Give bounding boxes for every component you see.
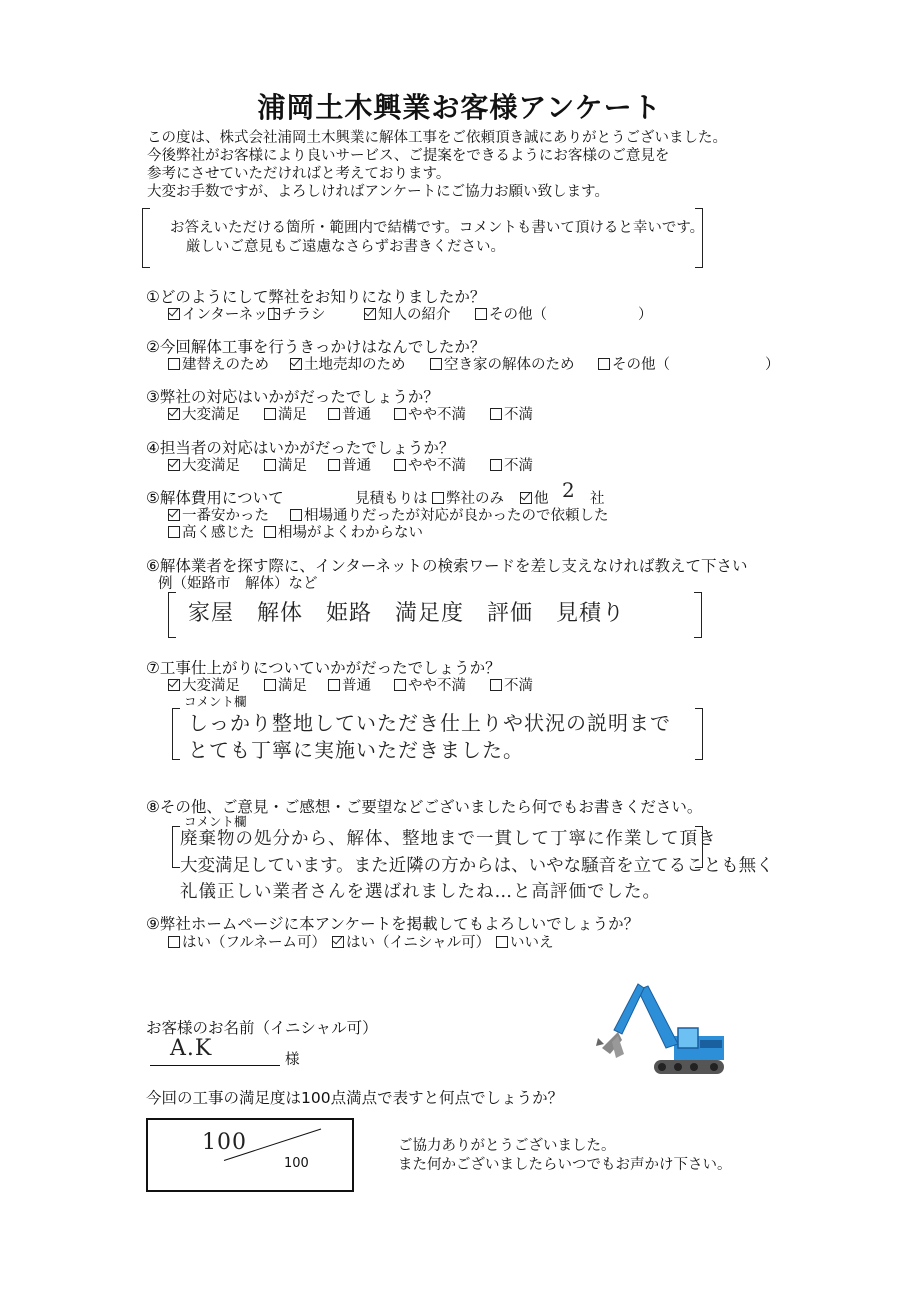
- checkbox[interactable]: [394, 679, 406, 691]
- q5-estimate-self[interactable]: 弊社のみ: [432, 487, 504, 508]
- note-line-2: 厳しいご意見もご遠慮なさらずお書きください。: [186, 239, 505, 255]
- q3-option-average[interactable]: 普通: [328, 403, 371, 424]
- q5-label: ⑤解体費用について: [146, 489, 284, 507]
- checkbox[interactable]: [496, 936, 508, 948]
- q2-option-other[interactable]: その他（: [598, 353, 670, 374]
- excavator-illustration: [596, 984, 724, 1074]
- checkbox[interactable]: [490, 408, 502, 420]
- q5-option-cheapest[interactable]: 一番安かった: [168, 504, 269, 525]
- checkbox[interactable]: [264, 408, 276, 420]
- q4-option-slightly-dissatisfied[interactable]: やや不満: [394, 454, 466, 475]
- checkbox[interactable]: [264, 459, 276, 471]
- score-value: 100: [202, 1130, 247, 1155]
- q3-option-satisfied[interactable]: 満足: [264, 403, 307, 424]
- name-value: A.K: [170, 1036, 213, 1061]
- checkbox[interactable]: [430, 358, 442, 370]
- excavator-icon: [594, 978, 730, 1082]
- q5-estimate-unit: 社: [590, 491, 605, 507]
- score-max: 100: [284, 1156, 309, 1171]
- q9-option-no[interactable]: いいえ: [496, 931, 554, 952]
- checkbox-checked[interactable]: [332, 936, 344, 948]
- q8-label: ⑧その他、ご意見・ご感想・ご要望などございましたら何でもお書きください。: [146, 798, 703, 816]
- checkbox[interactable]: [264, 679, 276, 691]
- q8-comment-line-2: 大変満足しています。また近隣の方からは、いやな騒音を立てることも無く: [180, 856, 774, 876]
- q8-comment-label: コメント欄: [184, 814, 247, 829]
- checkbox[interactable]: [490, 679, 502, 691]
- q9-label: ⑨弊社ホームページに本アンケートを掲載してもよろしいでしょうか？: [146, 915, 640, 933]
- checkbox-checked[interactable]: [168, 459, 180, 471]
- q4-option-dissatisfied[interactable]: 不満: [490, 454, 533, 475]
- q6-answer: 家屋 解体 姫路 満足度 評価 見積り: [188, 601, 626, 626]
- q9-option-full-name[interactable]: はい（フルネーム可）: [168, 931, 326, 952]
- q7-option-very-satisfied[interactable]: 大変満足: [168, 674, 240, 695]
- checkbox-checked[interactable]: [168, 408, 180, 420]
- q4-label: ④担当者の対応はいかがだったでしょうか？: [146, 439, 455, 457]
- checkbox[interactable]: [394, 459, 406, 471]
- q5-option-unknown[interactable]: 相場がよくわからない: [264, 521, 423, 542]
- checkbox-checked[interactable]: [520, 492, 532, 504]
- checkbox-checked[interactable]: [168, 509, 180, 521]
- q9-option-initials[interactable]: はい（イニシャル可）: [332, 931, 490, 952]
- q5-option-expensive[interactable]: 高く感じた: [168, 521, 255, 542]
- checkbox[interactable]: [264, 526, 276, 538]
- page-title: 浦岡土木興業お客様アンケート: [257, 91, 662, 124]
- checkbox[interactable]: [290, 509, 302, 521]
- score-box[interactable]: [146, 1118, 354, 1192]
- q7-option-average[interactable]: 普通: [328, 674, 371, 695]
- checkbox[interactable]: [168, 526, 180, 538]
- q1-label: ①どのようにして弊社をお知りになりましたか？: [146, 288, 486, 306]
- q1-option-internet[interactable]: インターネット: [168, 303, 282, 324]
- q2-option-rebuild[interactable]: 建替えのため: [168, 353, 269, 374]
- q6-bracket-right: [694, 592, 702, 638]
- checkbox[interactable]: [598, 358, 610, 370]
- q1-option-flyer[interactable]: チラシ: [268, 303, 326, 324]
- intro-line-3: 参考にさせていただければと考えております。: [147, 166, 451, 182]
- q4-option-average[interactable]: 普通: [328, 454, 371, 475]
- checkbox[interactable]: [490, 459, 502, 471]
- q5-estimate-label: 見積もりは: [355, 491, 428, 507]
- q8-comment-line-3: 礼儀正しい業者さんを選ばれましたね…と高評価でした。: [180, 882, 661, 902]
- q1-option-other[interactable]: その他（: [475, 303, 547, 324]
- checkbox[interactable]: [394, 408, 406, 420]
- checkbox[interactable]: [328, 459, 340, 471]
- q7-bracket-right: [695, 708, 703, 760]
- checkbox[interactable]: [328, 408, 340, 420]
- checkbox-checked[interactable]: [290, 358, 302, 370]
- name-suffix: 様: [285, 1052, 300, 1068]
- q7-option-dissatisfied[interactable]: 不満: [490, 674, 533, 695]
- checkbox[interactable]: [168, 358, 180, 370]
- intro-line-4: 大変お手数ですが、よろしければアンケートにご協力お願い致します。: [147, 184, 609, 200]
- intro-line-1: この度は、株式会社浦岡土木興業に解体工事をご依頼頂き誠にありがとうございました。: [147, 130, 727, 146]
- q7-option-slightly-dissatisfied[interactable]: やや不満: [394, 674, 466, 695]
- checkbox-checked[interactable]: [364, 308, 376, 320]
- q7-label: ⑦工事仕上がりについていかがだったでしょうか？: [146, 659, 501, 677]
- closing-line-2: また何かございましたらいつでもお声かけ下さい。: [398, 1157, 732, 1173]
- note-bracket-left: [142, 208, 150, 268]
- closing-line-1: ご協力ありがとうございました。: [398, 1138, 616, 1154]
- q8-comment-line-1: 廃棄物の処分から、解体、整地まで一貫して丁寧に作業して頂き: [180, 829, 717, 849]
- intro-line-2: 今後弊社がお客様により良いサービス、ご提案をできるようにお客様のご意見を: [147, 148, 670, 164]
- q5-option-good-service[interactable]: 相場通りだったが対応が良かったので依頼した: [290, 504, 609, 525]
- q7-bracket-left: [172, 708, 180, 760]
- q1-other-close: ）: [638, 307, 653, 323]
- q5-estimate-count: 2: [562, 478, 576, 502]
- q6-label: ⑥解体業者を探す際に、インターネットの検索ワードを差し支えなければ教えて下さい: [146, 557, 748, 575]
- q6-example: 例（姫路市 解体）など: [158, 576, 318, 592]
- q2-label: ②今回解体工事を行うきっかけはなんでしたか？: [146, 338, 486, 356]
- q6-bracket-left: [168, 592, 176, 638]
- q2-option-land-sale[interactable]: 土地売却のため: [290, 353, 406, 374]
- q3-option-dissatisfied[interactable]: 不満: [490, 403, 533, 424]
- q7-option-satisfied[interactable]: 満足: [264, 674, 307, 695]
- checkbox[interactable]: [268, 308, 280, 320]
- score-label: 今回の工事の満足度は100点満点で表すと何点でしょうか？: [146, 1089, 564, 1107]
- q5-estimate-other[interactable]: 他: [520, 487, 549, 508]
- checkbox[interactable]: [168, 936, 180, 948]
- q2-option-vacant-house[interactable]: 空き家の解体のため: [430, 353, 575, 374]
- q2-other-close: ）: [765, 357, 780, 373]
- q7-comment-line-1: しっかり整地していただき仕上りや状況の説明まで: [188, 711, 671, 735]
- name-underline: [150, 1065, 280, 1066]
- q7-comment-line-2: とても丁寧に実施いただきました。: [188, 738, 524, 762]
- checkbox[interactable]: [432, 492, 444, 504]
- q4-option-satisfied[interactable]: 満足: [264, 454, 307, 475]
- checkbox[interactable]: [475, 308, 487, 320]
- checkbox-checked[interactable]: [168, 308, 180, 320]
- name-label: お客様のお名前（イニシャル可）: [146, 1019, 378, 1037]
- checkbox-checked[interactable]: [168, 679, 180, 691]
- checkbox[interactable]: [328, 679, 340, 691]
- q4-option-very-satisfied[interactable]: 大変満足: [168, 454, 240, 475]
- q3-label: ③弊社の対応はいかがだったでしょうか？: [146, 388, 439, 406]
- q3-option-very-satisfied[interactable]: 大変満足: [168, 403, 240, 424]
- note-line-1: お答えいただける箇所・範囲内で結構です。コメントも書いて頂けると幸いです。: [170, 220, 705, 236]
- q8-bracket-left: [172, 826, 180, 868]
- q3-option-slightly-dissatisfied[interactable]: やや不満: [394, 403, 466, 424]
- q1-option-referral[interactable]: 知人の紹介: [364, 303, 451, 324]
- q7-comment-label: コメント欄: [184, 694, 247, 709]
